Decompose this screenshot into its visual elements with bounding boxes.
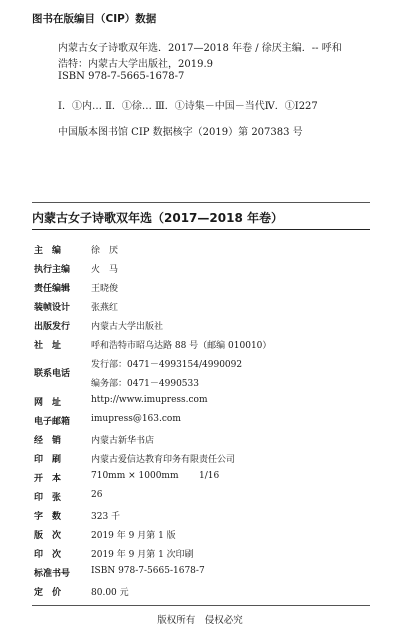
colophon-label: 联系电话 bbox=[34, 369, 71, 379]
cip-heading: 图书在版编目（CIP）数据 bbox=[32, 13, 157, 25]
colophon-value: 徐 厌 bbox=[91, 246, 119, 256]
colophon-value: 内蒙古爱信达教育印务有限责任公司 bbox=[91, 455, 236, 465]
copyright-notice: 版权所有 侵权必究 bbox=[157, 615, 243, 626]
colophon-label: 出版发行 bbox=[34, 322, 71, 332]
colophon-label: 装帧设计 bbox=[34, 303, 71, 313]
colophon-label: 版 次 bbox=[34, 531, 62, 541]
cip-line-2: 浩特：内蒙古大学出版社，2019.9 bbox=[58, 59, 213, 70]
colophon-label: 定 价 bbox=[34, 588, 62, 598]
colophon-label: 社 址 bbox=[34, 341, 62, 351]
colophon-label: 网 址 bbox=[34, 398, 62, 408]
colophon-label: 字 数 bbox=[34, 512, 62, 522]
colophon-value-line2: 编务部：0471－4990533 bbox=[91, 379, 199, 389]
colophon-value: 内蒙古大学出版社 bbox=[91, 322, 164, 332]
cip-isbn: ISBN 978-7-5665-1678-7 bbox=[58, 71, 185, 82]
colophon-label: 经 销 bbox=[34, 436, 62, 446]
colophon-value: 内蒙古新华书店 bbox=[91, 436, 155, 446]
colophon-value: 323 千 bbox=[91, 512, 121, 522]
cip-classification: Ⅰ．①内… Ⅱ．①徐… Ⅲ．①诗集－中国－当代Ⅳ．①I227 bbox=[58, 101, 318, 112]
cip-line-1: 内蒙古女子诗歌双年选．2017—2018 年卷 / 徐厌主编．-- 呼和 bbox=[58, 43, 342, 54]
divider-top bbox=[32, 202, 370, 203]
colophon-value: 710mm × 1000mm bbox=[91, 471, 179, 481]
colophon-label: 开 本 bbox=[34, 474, 62, 484]
colophon-label: 电子邮箱 bbox=[34, 417, 71, 427]
colophon-label: 印 张 bbox=[34, 493, 62, 503]
colophon-value: http://www.imupress.com bbox=[91, 395, 208, 405]
colophon-value: 发行部：0471－4993154/4990092 bbox=[91, 360, 243, 370]
colophon-value: 王晓俊 bbox=[91, 284, 119, 294]
colophon-label: 印 次 bbox=[34, 550, 62, 560]
colophon-value: 2019 年 9 月第 1 版 bbox=[91, 531, 176, 541]
colophon-value: 呼和浩特市昭乌达路 88 号（邮编 010010） bbox=[91, 341, 272, 351]
colophon-label: 标准书号 bbox=[34, 569, 71, 579]
colophon-value: imupress@163.com bbox=[91, 414, 181, 424]
divider-bottom bbox=[32, 605, 370, 606]
colophon-value: 火 马 bbox=[91, 265, 119, 275]
colophon-value: ISBN 978-7-5665-1678-7 bbox=[91, 566, 205, 576]
book-title: 内蒙古女子诗歌双年选（2017—2018 年卷） bbox=[32, 211, 283, 225]
colophon-value: 张燕红 bbox=[91, 303, 119, 313]
colophon-label: 主 编 bbox=[34, 246, 62, 256]
colophon-value: 80.00 元 bbox=[91, 588, 129, 598]
colophon-value-extra: 1/16 bbox=[199, 471, 220, 481]
divider-title bbox=[32, 229, 370, 230]
colophon-label: 印 刷 bbox=[34, 455, 62, 465]
colophon-label: 责任编辑 bbox=[34, 284, 71, 294]
colophon-value: 26 bbox=[91, 490, 103, 500]
colophon-label: 执行主编 bbox=[34, 265, 71, 275]
colophon-value: 2019 年 9 月第 1 次印刷 bbox=[91, 550, 194, 560]
cip-record: 中国版本图书馆 CIP 数据核字（2019）第 207383 号 bbox=[58, 127, 303, 138]
